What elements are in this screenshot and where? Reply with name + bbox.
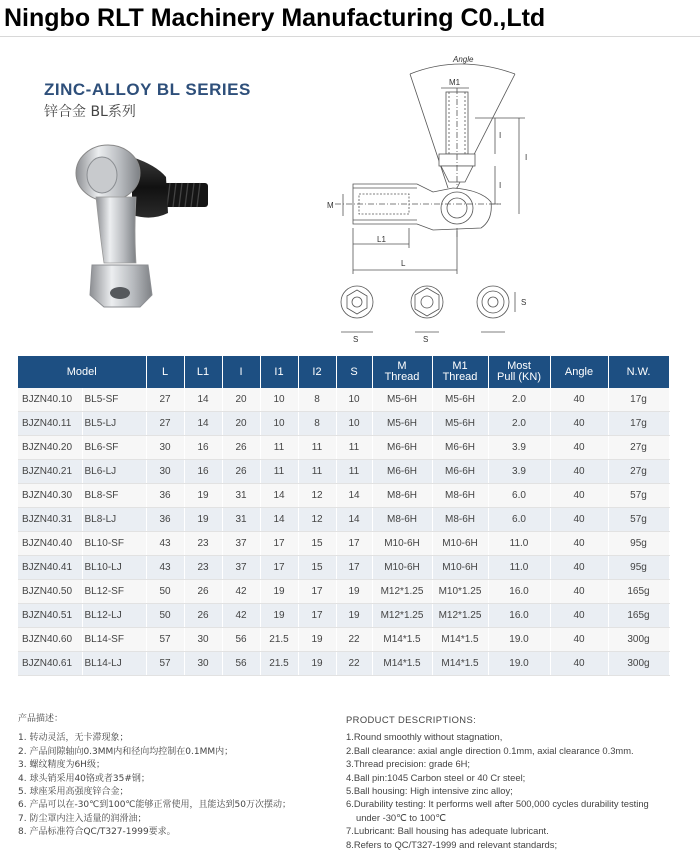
description-en-item: 3.Thread precision: grade 6H;: [346, 758, 471, 770]
table-cell: BL6-SF: [82, 436, 146, 460]
table-cell: 17: [260, 532, 298, 556]
threaded-stud: [162, 183, 208, 207]
table-cell: 56: [222, 652, 260, 676]
description-cn-title: 产品描述：: [18, 714, 64, 724]
table-cell: 17: [336, 556, 372, 580]
table-cell: 11: [336, 460, 372, 484]
table-cell: 11: [260, 436, 298, 460]
description-en-title: PRODUCT DESCRIPTIONS:: [346, 714, 477, 725]
hex-view-3: [477, 286, 526, 332]
table-cell: BL10-LJ: [82, 556, 146, 580]
table-row: [18, 436, 669, 460]
table-body: [18, 388, 669, 676]
table-cell: M10-6H: [432, 556, 488, 580]
table-cell: 40: [550, 532, 608, 556]
description-en-item: 8.Refers to QC/T327-1999 and relevant standards;: [346, 838, 558, 850]
table-cell: 14: [260, 484, 298, 508]
table-cell: BJZN40.21: [18, 460, 82, 484]
table-cell: BL5-SF: [82, 388, 146, 412]
specification-table: [18, 356, 670, 676]
table-cell: 3.9: [488, 436, 550, 460]
table-cell: 19.0: [488, 628, 550, 652]
table-cell: 300g: [608, 652, 669, 676]
table-cell: M12*1.25: [372, 580, 432, 604]
table-cell: 26: [184, 580, 222, 604]
table-cell: 31: [222, 484, 260, 508]
table-cell: 57g: [608, 508, 669, 532]
series-title-cn: 锌合金 BL系列: [44, 104, 136, 120]
table-cell: BJZN40.31: [18, 508, 82, 532]
table-cell: M14*1.5: [432, 652, 488, 676]
table-cell: BJZN40.50: [18, 580, 82, 604]
description-en-item: under -30℃ to 100℃: [356, 811, 446, 823]
description-cn-item: 2. 产品间隙轴向0.3MM内和径向均控制在0.1MM内；: [18, 746, 234, 757]
table-header-cell: Angle: [550, 356, 608, 388]
table-cell: 43: [146, 532, 184, 556]
table-cell: 30: [146, 460, 184, 484]
table-cell: M8-6H: [372, 508, 432, 532]
table-row: [18, 556, 669, 580]
table-cell: 26: [222, 460, 260, 484]
table-cell: 27: [146, 412, 184, 436]
table-cell: 14: [260, 508, 298, 532]
table-cell: 2.0: [488, 388, 550, 412]
table-cell: 10: [260, 388, 298, 412]
table-cell: 10: [336, 388, 372, 412]
table-cell: M8-6H: [372, 484, 432, 508]
table-cell: 27g: [608, 460, 669, 484]
table-cell: 11.0: [488, 532, 550, 556]
description-cn-item: 8. 产品标准符合QC/T327-1999要求。: [18, 827, 176, 838]
table-header-row: [18, 356, 669, 388]
table-cell: 50: [146, 604, 184, 628]
table-cell: 50: [146, 580, 184, 604]
table-cell: 30: [146, 436, 184, 460]
rod-end-photo: [70, 135, 220, 315]
table-cell: 11: [260, 460, 298, 484]
table-cell: M5-6H: [372, 412, 432, 436]
table-cell: 16.0: [488, 580, 550, 604]
table-cell: 15: [298, 556, 336, 580]
table-cell: 26: [222, 436, 260, 460]
table-cell: 6.0: [488, 508, 550, 532]
table-cell: BL12-SF: [82, 580, 146, 604]
table-cell: M14*1.5: [432, 628, 488, 652]
table-cell: 11: [298, 460, 336, 484]
table-cell: 10: [336, 412, 372, 436]
table-cell: 19: [336, 604, 372, 628]
table-cell: 40: [550, 412, 608, 436]
description-cn-item: 4. 球头销采用40铬或者35#钢；: [18, 773, 150, 784]
table-cell: 15: [298, 532, 336, 556]
table-cell: M5-6H: [432, 388, 488, 412]
series-logo-fragment: [60, 38, 68, 52]
series-title-en: ZINC-ALLOY BL SERIES: [44, 80, 251, 99]
table-cell: BL10-SF: [82, 532, 146, 556]
table-cell: 40: [550, 604, 608, 628]
table-cell: 40: [550, 484, 608, 508]
table-cell: M10-6H: [372, 532, 432, 556]
table-cell: 27g: [608, 436, 669, 460]
table-cell: 17g: [608, 412, 669, 436]
table-row: [18, 628, 669, 652]
table-cell: 16.0: [488, 604, 550, 628]
table-cell: 6.0: [488, 484, 550, 508]
table-header-cell: I1: [260, 356, 298, 388]
table-cell: M6-6H: [432, 436, 488, 460]
l-label: L: [401, 259, 406, 268]
table-cell: 17g: [608, 388, 669, 412]
table-row: [18, 412, 669, 436]
table-row: [18, 508, 669, 532]
table-cell: 19: [298, 652, 336, 676]
table-cell: 165g: [608, 604, 669, 628]
description-cn-item: 3. 螺纹精度为6H级；: [18, 760, 105, 771]
table-cell: BL5-LJ: [82, 412, 146, 436]
i2-label: I: [499, 181, 502, 190]
table-cell: 19: [184, 484, 222, 508]
description-cn-item: 7. 防尘罩内注入适量的润滑油；: [18, 813, 147, 824]
table-cell: 56: [222, 628, 260, 652]
table-cell: BL14-SF: [82, 628, 146, 652]
table-row: [18, 652, 669, 676]
table-cell: 30: [184, 652, 222, 676]
table-header-cell: L: [146, 356, 184, 388]
table-cell: BJZN40.10: [18, 388, 82, 412]
table-cell: 40: [550, 460, 608, 484]
hex-view-1: [341, 286, 373, 344]
table-cell: 95g: [608, 556, 669, 580]
description-en: [346, 713, 686, 851]
m-label: M: [327, 201, 334, 210]
table-cell: 19.0: [488, 652, 550, 676]
svg-text:S: S: [353, 335, 359, 344]
table-row: [18, 484, 669, 508]
description-en-item: 5.Ball housing: High intensive zinc alloy;: [346, 785, 513, 797]
table-cell: M6-6H: [372, 436, 432, 460]
table-header-cell: I: [222, 356, 260, 388]
table-cell: 19: [260, 580, 298, 604]
table-header-cell: I2: [298, 356, 336, 388]
table-cell: M12*1.25: [372, 604, 432, 628]
company-name: Ningbo RLT Machinery Manufacturing C0.,Ltd: [4, 4, 546, 32]
description-en-item: 1.Round smoothly without stagnation,: [346, 731, 503, 743]
table-cell: 11: [336, 436, 372, 460]
table-cell: 20: [222, 412, 260, 436]
table-cell: 300g: [608, 628, 669, 652]
description-cn: [18, 713, 338, 840]
table-cell: 37: [222, 532, 260, 556]
table-cell: 19: [336, 580, 372, 604]
table-cell: 16: [184, 436, 222, 460]
table-cell: M12*1.25: [432, 604, 488, 628]
table-cell: M6-6H: [372, 460, 432, 484]
table-cell: BJZN40.51: [18, 604, 82, 628]
table-header-cell: S: [336, 356, 372, 388]
table-row: [18, 388, 669, 412]
table-cell: BL8-SF: [82, 484, 146, 508]
description-en-item: 6.Durability testing: It performs well after 500,000 cycles durability testing: [346, 798, 649, 810]
hex-view-2: [411, 286, 443, 344]
table-cell: 37: [222, 556, 260, 580]
table-cell: BL6-LJ: [82, 460, 146, 484]
description-cn-item: 5. 球座采用高强度锌合金；: [18, 787, 129, 798]
table-cell: 57: [146, 652, 184, 676]
table-cell: 30: [184, 628, 222, 652]
svg-text:S: S: [521, 298, 527, 307]
table-cell: 40: [550, 388, 608, 412]
table-cell: BL8-LJ: [82, 508, 146, 532]
i1-label: I: [499, 131, 502, 140]
table-cell: M14*1.5: [372, 628, 432, 652]
table-cell: 57: [146, 628, 184, 652]
table-row: [18, 460, 669, 484]
table-cell: 40: [550, 436, 608, 460]
table-cell: 12: [298, 508, 336, 532]
table-cell: 31: [222, 508, 260, 532]
table-header-cell: L1: [184, 356, 222, 388]
table-cell: 40: [550, 556, 608, 580]
table-cell: 57g: [608, 484, 669, 508]
table-cell: 26: [184, 604, 222, 628]
m1-label: M1: [449, 78, 461, 87]
description-cn-item: 1. 转动灵活，无卡滞现象；: [18, 733, 129, 744]
table-cell: BJZN40.41: [18, 556, 82, 580]
description-en-item: 2.Ball clearance: axial angle direction 0.1mm, axial clearance 0.3mm.: [346, 744, 634, 756]
table-cell: 21.5: [260, 652, 298, 676]
table-cell: 27: [146, 388, 184, 412]
table-cell: 17: [336, 532, 372, 556]
table-cell: M8-6H: [432, 484, 488, 508]
table-cell: 19: [184, 508, 222, 532]
description-cn-item: 6. 产品可以在-30℃到100℃能够正常使用，且能达到50万次摆动；: [18, 800, 291, 811]
table-header-cell: Most Pull (KN): [488, 356, 550, 388]
table-cell: 17: [298, 580, 336, 604]
header-divider: [0, 36, 700, 37]
table-cell: 40: [550, 580, 608, 604]
table-cell: 17: [260, 556, 298, 580]
table-cell: 16: [184, 460, 222, 484]
table-cell: 36: [146, 484, 184, 508]
hex-end: [90, 265, 152, 307]
table-cell: 14: [336, 484, 372, 508]
table-cell: 14: [336, 508, 372, 532]
table-cell: 11: [298, 436, 336, 460]
table-header-cell: Model: [18, 356, 146, 388]
table-cell: BJZN40.11: [18, 412, 82, 436]
technical-drawing: [315, 48, 555, 348]
table-cell: M10*1.25: [432, 580, 488, 604]
table-cell: 12: [298, 484, 336, 508]
table-cell: BJZN40.60: [18, 628, 82, 652]
table-cell: BL12-LJ: [82, 604, 146, 628]
table-row: [18, 580, 669, 604]
svg-text:S: S: [423, 335, 429, 344]
table-cell: 8: [298, 388, 336, 412]
table-cell: 42: [222, 580, 260, 604]
table-header-cell: M1 Thread: [432, 356, 488, 388]
table-cell: M10-6H: [432, 532, 488, 556]
table-cell: 22: [336, 628, 372, 652]
table-cell: 43: [146, 556, 184, 580]
table-cell: 40: [550, 508, 608, 532]
table-cell: M10-6H: [372, 556, 432, 580]
table-cell: 40: [550, 628, 608, 652]
table-cell: 11.0: [488, 556, 550, 580]
table-cell: 20: [222, 388, 260, 412]
table-cell: M8-6H: [432, 508, 488, 532]
i-label: I: [525, 153, 528, 162]
table-cell: M5-6H: [372, 388, 432, 412]
description-en-item: 4.Ball pin:1045 Carbon steel or 40 Cr steel;: [346, 771, 526, 783]
table-cell: 8: [298, 412, 336, 436]
table-cell: 3.9: [488, 460, 550, 484]
table-cell: 14: [184, 388, 222, 412]
table-row: [18, 604, 669, 628]
table-cell: 95g: [608, 532, 669, 556]
table-cell: BJZN40.20: [18, 436, 82, 460]
table-cell: BJZN40.30: [18, 484, 82, 508]
table-cell: 17: [298, 604, 336, 628]
l1-label: L1: [377, 235, 386, 244]
table-cell: M5-6H: [432, 412, 488, 436]
table-cell: 40: [550, 652, 608, 676]
table-cell: BJZN40.40: [18, 532, 82, 556]
table-cell: 23: [184, 532, 222, 556]
table-cell: BJZN40.61: [18, 652, 82, 676]
table-cell: 21.5: [260, 628, 298, 652]
table-row: [18, 532, 669, 556]
housing-shank: [96, 197, 136, 263]
table-header-cell: N.W.: [608, 356, 669, 388]
table-cell: 2.0: [488, 412, 550, 436]
table-cell: 14: [184, 412, 222, 436]
angle-label: Angle: [453, 55, 474, 64]
table-cell: 42: [222, 604, 260, 628]
table-cell: 23: [184, 556, 222, 580]
table-cell: M14*1.5: [372, 652, 432, 676]
table-cell: 22: [336, 652, 372, 676]
table-cell: 19: [298, 628, 336, 652]
table-cell: M6-6H: [432, 460, 488, 484]
description-en-item: 7.Lubricant: Ball housing has adequate lubricant.: [346, 825, 549, 837]
table-cell: 10: [260, 412, 298, 436]
table-cell: 165g: [608, 580, 669, 604]
table-cell: 19: [260, 604, 298, 628]
table-cell: BL14-LJ: [82, 652, 146, 676]
table-header-cell: M Thread: [372, 356, 432, 388]
table-cell: 36: [146, 508, 184, 532]
